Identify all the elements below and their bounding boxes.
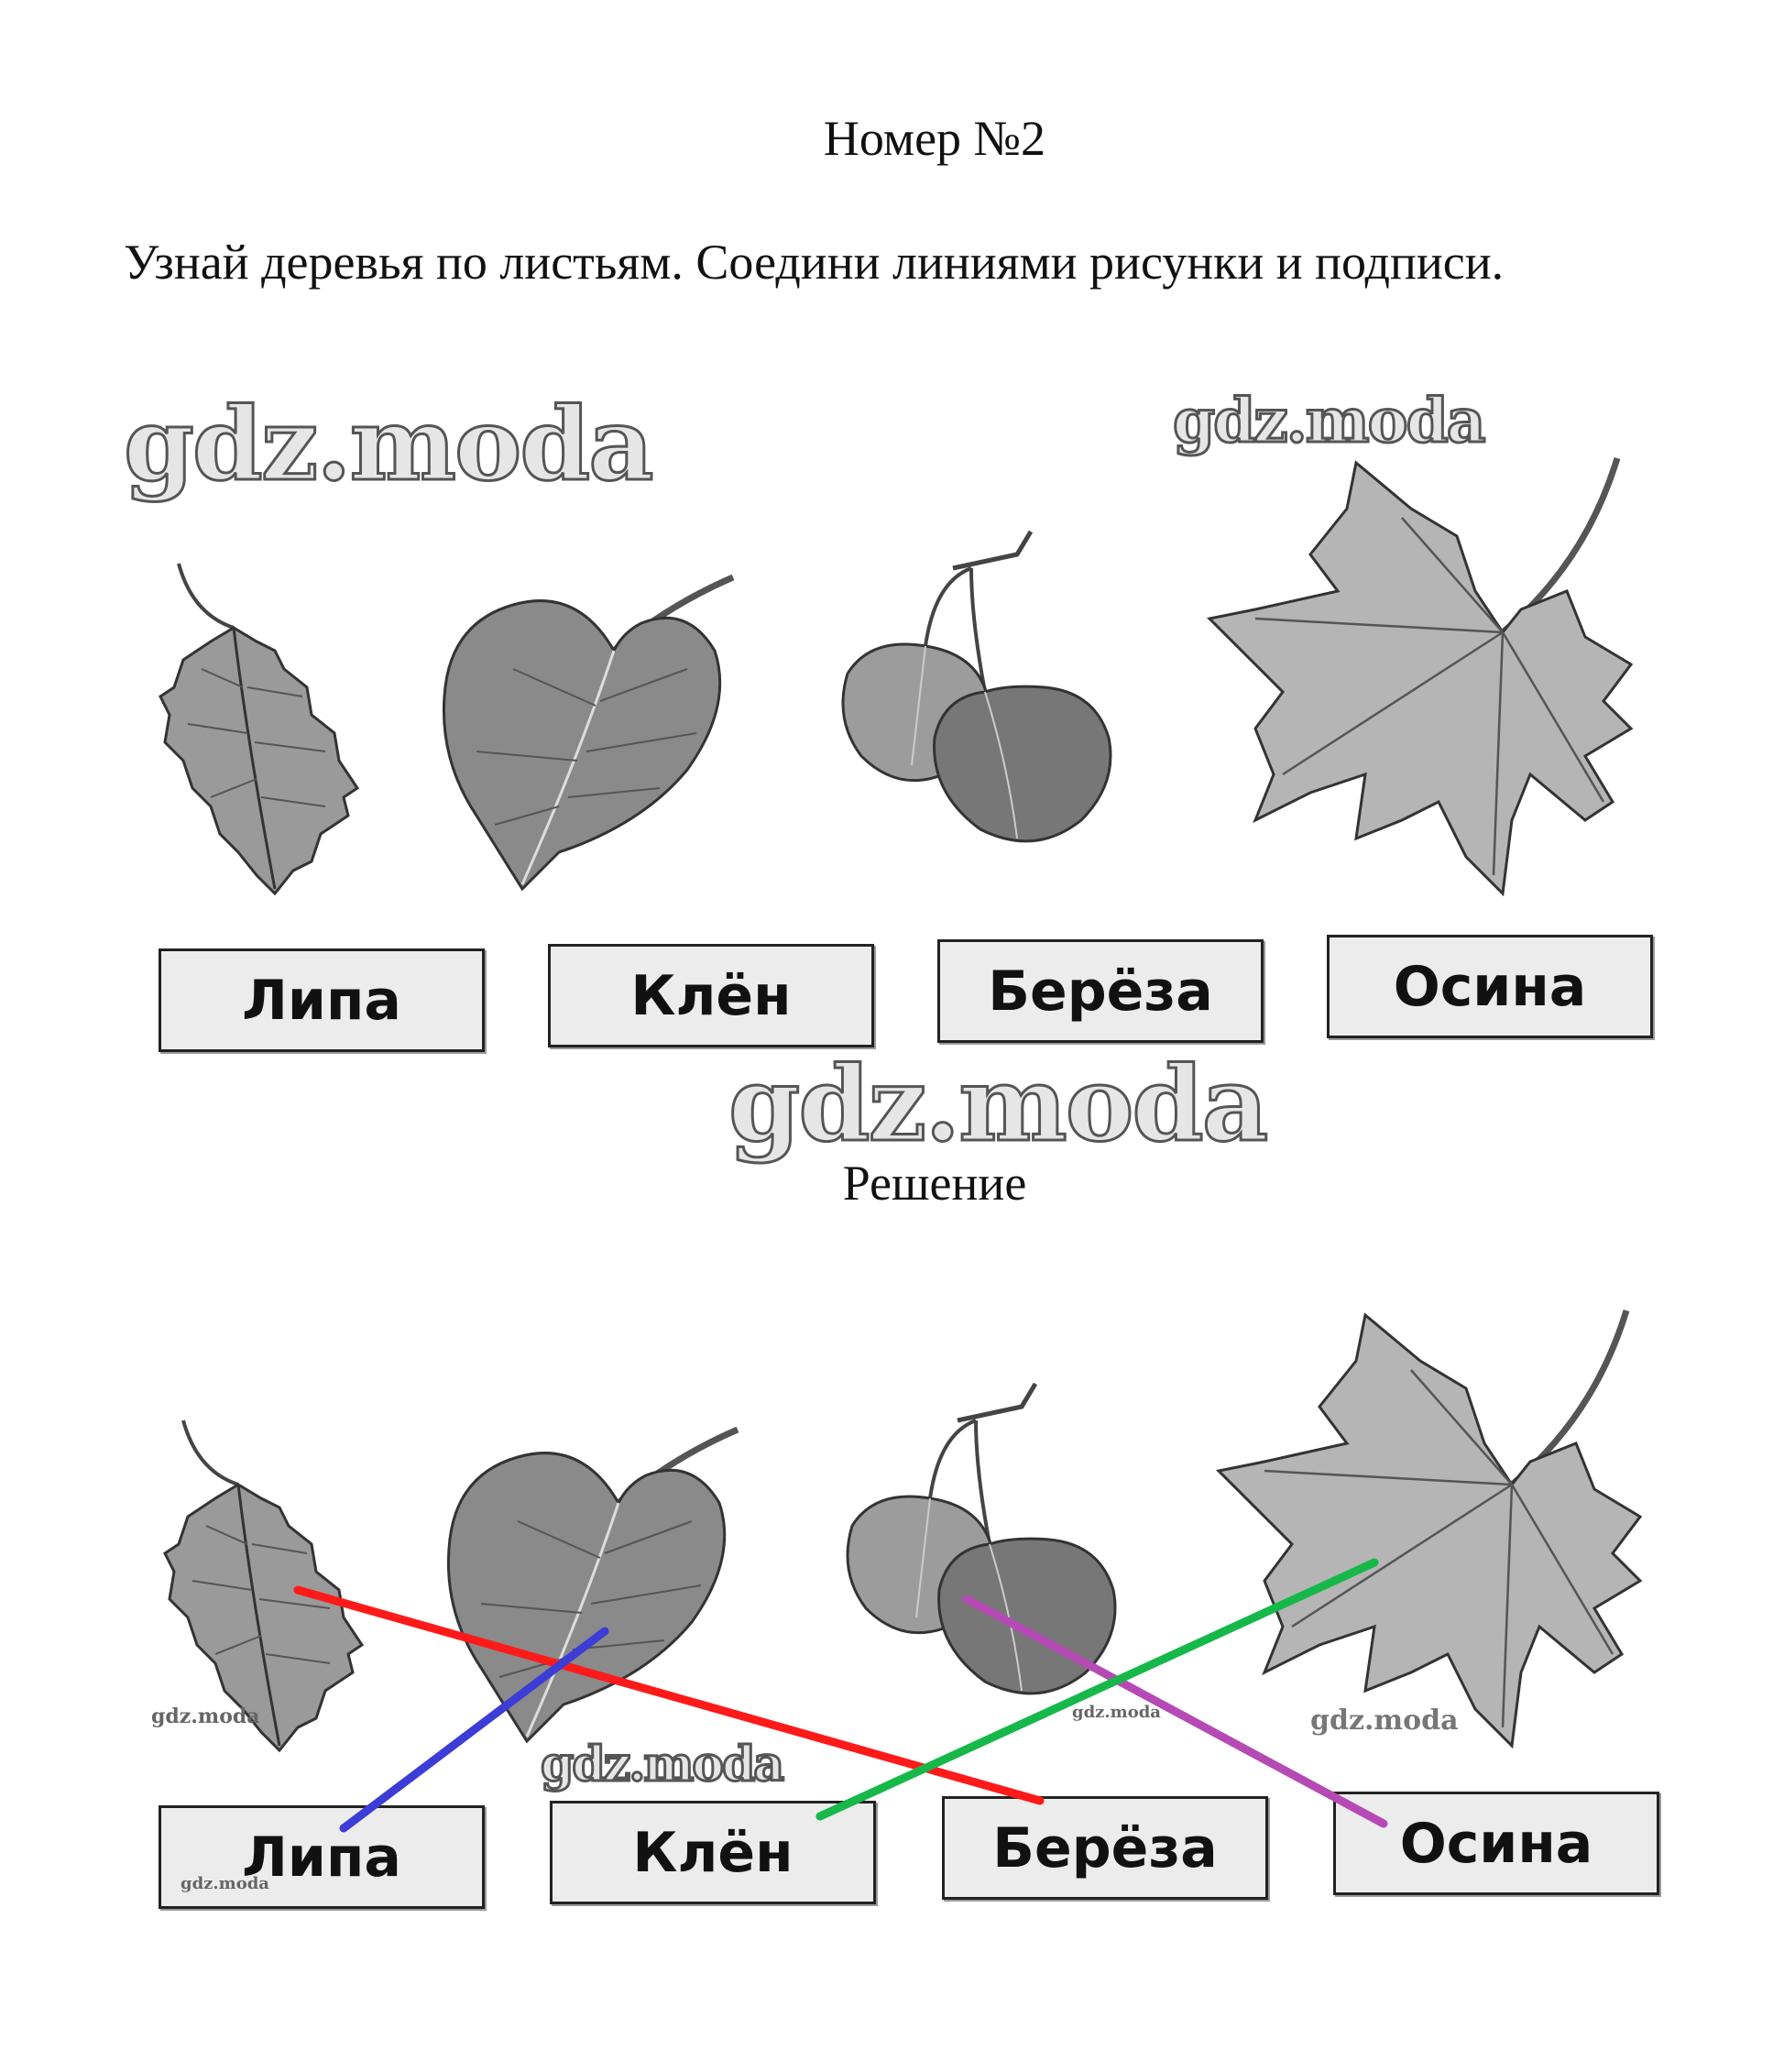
watermark: gdz.moda <box>124 385 652 503</box>
watermark: gdz.moda <box>1173 385 1484 456</box>
label-osina: Осина <box>1327 935 1653 1038</box>
label-bereza: Берёза <box>942 1796 1268 1900</box>
watermark: gdz.moda <box>1310 1705 1459 1737</box>
watermark: gdz.moda <box>1072 1703 1161 1722</box>
page-title: Номер №2 <box>823 111 1046 166</box>
watermark: gdz.moda <box>541 1737 783 1792</box>
watermark: gdz.moda <box>728 1045 1267 1165</box>
label-klen: Клён <box>548 944 874 1047</box>
task-text: Узнай деревья по листьям. Соедини линиями рисунки и подписи. <box>124 235 1505 290</box>
watermark: gdz.moda <box>151 1705 260 1728</box>
label-lipa: Липа <box>159 948 485 1052</box>
solution-heading: Решение <box>842 1156 1027 1211</box>
label-lipa: Липа <box>159 1805 485 1909</box>
label-osina: Осина <box>1333 1792 1659 1895</box>
watermark: gdz.moda <box>181 1874 269 1893</box>
connection-line-linden-lipa <box>344 1631 605 1828</box>
label-bereza: Берёза <box>937 939 1264 1043</box>
label-klen: Клён <box>550 1801 876 1904</box>
connection-line-aspen-osina <box>967 1599 1384 1824</box>
